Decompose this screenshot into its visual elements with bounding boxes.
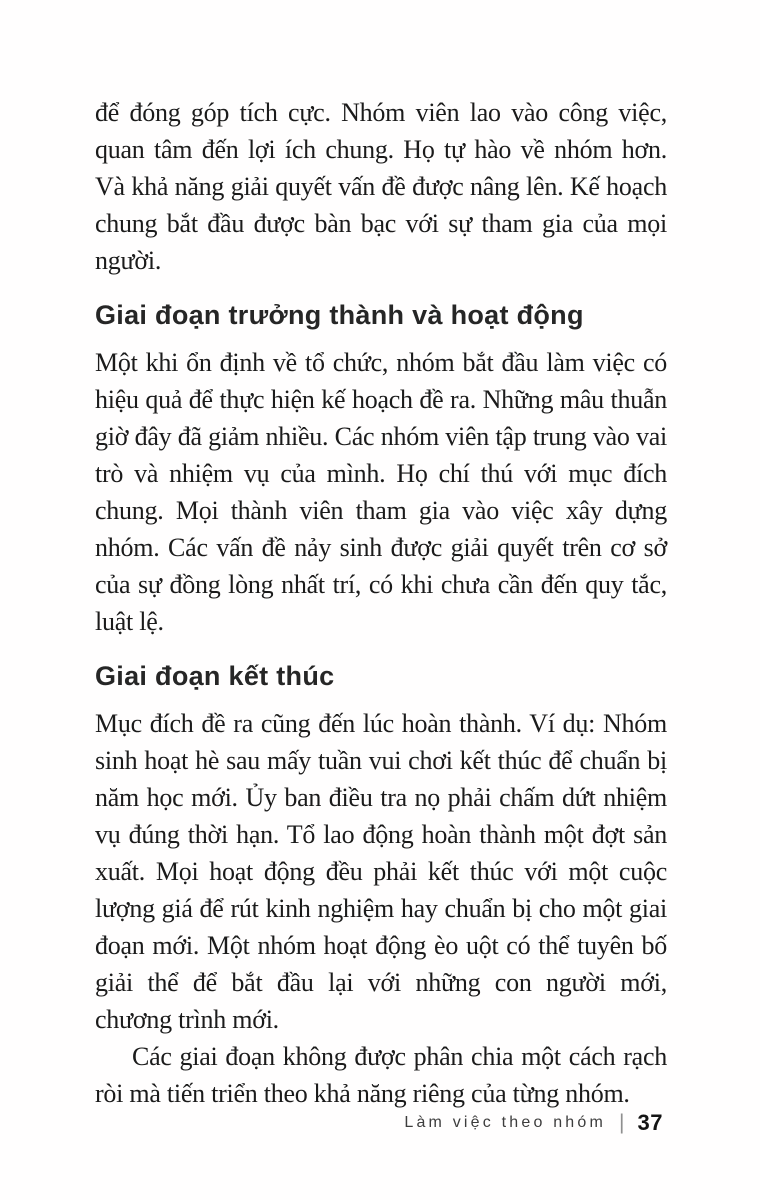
paragraph-ending-stage: Mục đích đề ra cũng đến lúc hoàn thành. Ví dụ: Nhóm sinh hoạt hè sau mấy tuần vui chơi kết thúc để chuẩn bị năm học mới. Ủy ban điều tra nọ phải chấm dứt nhiệm vụ đúng thời hạn. Tổ lao động hoàn thành một đợt sản xuất. Mọi hoạt động đều phải kết thúc với một cuộc lượng giá để rút kinh nghiệm hay chuẩn bị cho một giai đoạn mới. Một nhóm hoạt động èo uột có thể tuyên bố giải thể để bắt đầu lại với những con người mới, chương trình mới. bbox=[95, 709, 667, 1034]
section-heading-maturing-stage: Giai đoạn trưởng thành và hoạt động bbox=[95, 300, 584, 330]
paragraph-continuation: để đóng góp tích cực. Nhóm viên lao vào công việc, quan tâm đến lợi ích chung. Họ tự hào về nhóm hơn. Và khả năng giải quyết vấn đề được nâng lên. Kế hoạch chung bắt đầu được bàn bạc với sự tham gia của mọi người. bbox=[95, 98, 667, 275]
section-heading-ending-stage: Giai đoạn kết thúc bbox=[95, 661, 335, 691]
footer-running-title: Làm việc theo nhóm bbox=[404, 1114, 607, 1131]
page-number: 37 bbox=[637, 1110, 663, 1135]
page-footer bbox=[404, 1110, 663, 1136]
page-content bbox=[95, 94, 667, 1112]
paragraph-maturing-stage: Một khi ổn định về tổ chức, nhóm bắt đầu làm việc có hiệu quả để thực hiện kế hoạch đề ra. Những mâu thuẫn giờ đây đã giảm nhiều. Các nhóm viên tập trung vào vai trò và nhiệm vụ của mình. Họ chí thú với mục đích chung. Mọi thành viên tham gia vào việc xây dựng nhóm. Các vấn đề nảy sinh được giải quyết trên cơ sở của sự đồng lòng nhất trí, có khi chưa cần đến quy tắc, luật lệ. bbox=[95, 348, 667, 636]
paragraph-closing-note: Các giai đoạn không được phân chia một cách rạch ròi mà tiến triển theo khả năng riêng của từng nhóm. bbox=[95, 1042, 667, 1108]
footer-separator: | bbox=[619, 1110, 625, 1134]
